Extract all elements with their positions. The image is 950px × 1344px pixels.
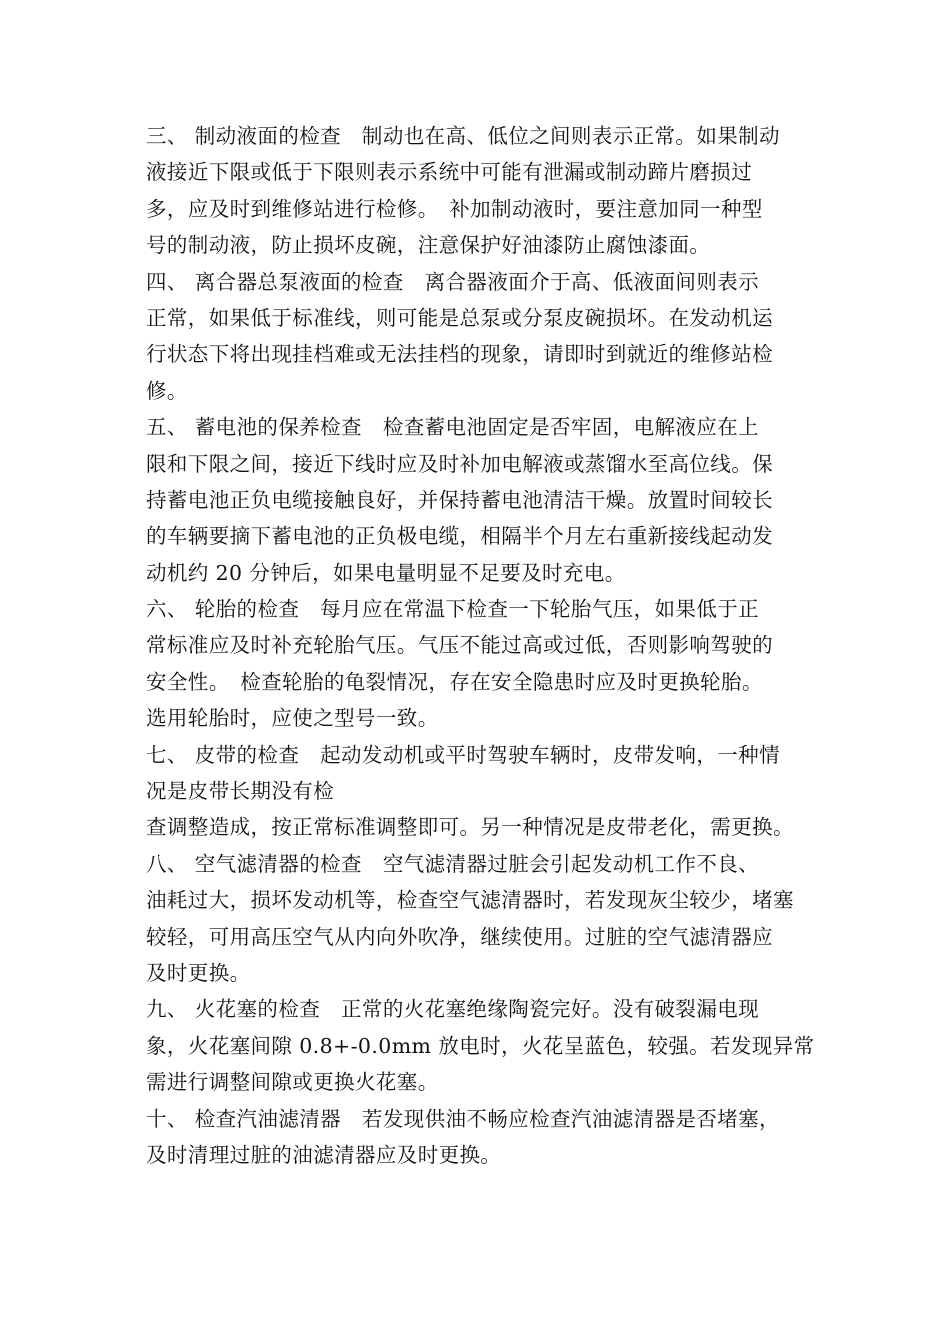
text-line: 安全性。 检查轮胎的龟裂情况，存在安全隐患时应及时更换轮胎。	[146, 669, 763, 694]
text-line: 及时清理过脏的油滤清器应及时更换。	[146, 1142, 502, 1167]
text-line: 正常，如果低于标准线，则可能是总泵或分泵皮碗损坏。在发动机运	[146, 305, 773, 330]
text-line: 需进行调整间隙或更换火花塞。	[146, 1070, 439, 1095]
text-line: 油耗过大，损坏发动机等，检查空气滤清器时，若发现灰尘较少，堵塞	[146, 888, 794, 913]
text-line: 持蓄电池正负电缆接触良好，并保持蓄电池清洁干燥。放置时间较长	[146, 487, 773, 512]
text-line: 限和下限之间，接近下线时应及时补加电解液或蒸馏水至高位线。保	[146, 451, 773, 476]
text-line: 号的制动液，防止损坏皮碗，注意保护好油漆防止腐蚀漆面。	[146, 233, 711, 258]
text-line: 四、 离合器总泵液面的检查 离合器液面介于高、低液面间则表示	[146, 269, 760, 294]
text-line: 动机约 20 分钟后，如果电量明显不足要及时充电。	[146, 560, 626, 585]
text-line: 五、 蓄电池的保养检查 检查蓄电池固定是否牢固，电解液应在上	[146, 415, 760, 440]
text-line: 况是皮带长期没有检	[146, 779, 335, 804]
document-body	[146, 118, 826, 1173]
text-line: 十、 检查汽油滤清器 若发现供油不畅应检查汽油滤清器是否堵塞，	[146, 1106, 780, 1131]
text-line: 选用轮胎时，应使之型号一致。	[146, 706, 439, 731]
text-line: 及时更换。	[146, 960, 251, 985]
text-line: 象，火花塞间隙 0.8+-0.0mm 放电时，火花呈蓝色，较强。若发现异常	[146, 1033, 815, 1058]
text-line: 六、 轮胎的检查 每月应在常温下检查一下轮胎气压，如果低于正	[146, 597, 760, 622]
text-line: 九、 火花塞的检查 正常的火花塞绝缘陶瓷完好。没有破裂漏电现	[146, 997, 760, 1022]
text-line: 三、 制动液面的检查 制动也在高、低位之间则表示正常。如果制动	[146, 124, 780, 148]
text-line: 七、 皮带的检查 起动发动机或平时驾驶车辆时，皮带发响，一种情	[146, 742, 780, 767]
text-line: 行状态下将出现挂档难或无法挂档的现象，请即时到就近的维修站检	[146, 342, 773, 367]
text-line: 的车辆要摘下蓄电池的正负极电缆，相隔半个月左右重新接线起动发	[146, 524, 773, 549]
text-line: 修。	[146, 378, 188, 403]
text-line: 常标准应及时补充轮胎气压。气压不能过高或过低，否则影响驾驶的	[146, 633, 773, 658]
text-line: 液接近下限或低于下限则表示系统中可能有泄漏或制动蹄片磨损过	[146, 160, 753, 185]
text-line: 较轻，可用高压空气从内向外吹净，继续使用。过脏的空气滤清器应	[146, 924, 773, 949]
text-line: 多，应及时到维修站进行检修。 补加制动液时，要注意加同一种型	[146, 196, 763, 221]
text-line: 八、 空气滤清器的检查 空气滤清器过脏会引起发动机工作不良、	[146, 851, 760, 876]
text-line: 查调整造成，按正常标准调整即可。另一种情况是皮带老化，需更换。	[146, 815, 794, 840]
